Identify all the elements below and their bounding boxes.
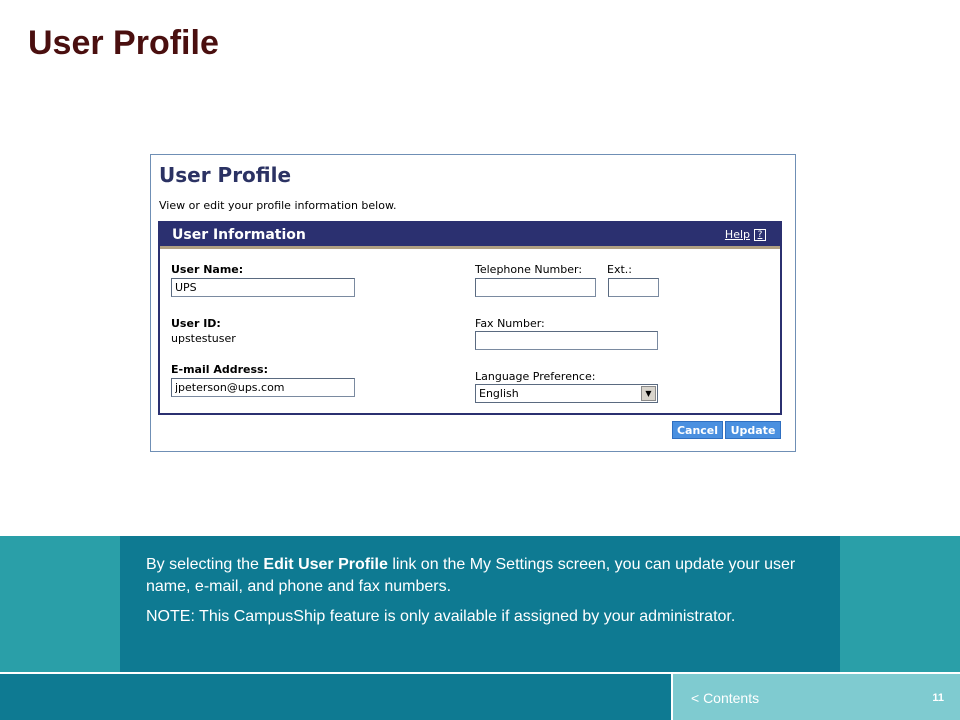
note-box [120, 536, 840, 672]
language-label: Language Preference: [475, 370, 596, 383]
screenshot-title: User Profile [159, 163, 292, 187]
page-number: 11 [932, 692, 944, 704]
footer-left [0, 674, 671, 720]
fax-label: Fax Number: [475, 317, 545, 330]
user-name-label: User Name: [171, 263, 244, 276]
note-disclaimer: NOTE: This CampusShip feature is only available if assigned by your administrator. [146, 608, 736, 625]
ext-input[interactable] [608, 278, 659, 297]
user-id-label: User ID: [171, 317, 221, 330]
panel-header-title: User Information [172, 226, 306, 243]
note-paragraph [146, 554, 822, 598]
slide-title: User Profile [28, 24, 219, 62]
telephone-input[interactable] [475, 278, 596, 297]
user-information-panel [158, 221, 782, 415]
help-icon: ? [754, 229, 766, 241]
email-input[interactable] [171, 378, 355, 397]
user-name-input[interactable] [171, 278, 355, 297]
panel-header [160, 223, 780, 249]
update-button[interactable]: Update [725, 421, 781, 439]
language-select[interactable] [475, 384, 658, 403]
user-id-value: upstestuser [171, 332, 236, 345]
note-emphasis: Edit User Profile [263, 556, 388, 573]
help-link-label: Help [724, 228, 750, 241]
chevron-down-icon[interactable]: ▼ [641, 386, 656, 401]
telephone-label: Telephone Number: [475, 263, 583, 276]
note-text: By selecting the [146, 556, 264, 573]
screenshot-subtitle: View or edit your profile information below. [159, 199, 397, 212]
footer-right [673, 674, 960, 720]
help-link[interactable] [725, 228, 766, 241]
email-label: E-mail Address: [171, 363, 268, 376]
contents-link[interactable]: < Contents [691, 690, 760, 706]
cancel-button[interactable]: Cancel [672, 421, 723, 439]
language-selected-value: English [479, 387, 519, 400]
ext-label: Ext.: [607, 263, 632, 276]
note-text-cont: link on the My Settings screen, you can update your user name, e-mail, and phone and fax numbers. [146, 556, 796, 595]
fax-input[interactable] [475, 331, 658, 350]
user-profile-screenshot [150, 154, 796, 452]
